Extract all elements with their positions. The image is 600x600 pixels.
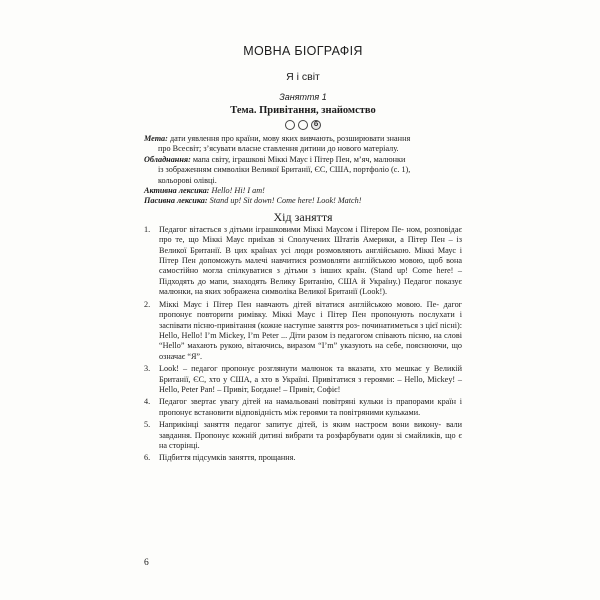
equipment-line (144, 155, 462, 165)
marked-circle-icon: б (311, 120, 321, 130)
step-item (144, 300, 462, 362)
active-vocab-text: Hello! Hi! I am! (209, 186, 265, 196)
step-line: Америки, а Пітер Пен – із Великої Британії. В цих країнах усі люди (159, 235, 462, 255)
empty-circle-icon (285, 120, 295, 130)
step-line: навчитися розмовляти англійською мовою, щоб вона самостійно могла (159, 256, 463, 276)
page-number: 6 (144, 558, 149, 568)
step-line: Великій Британії, ЄС, хто у США, а хто в Україні. Привітатися з героями: (159, 364, 463, 384)
difficulty-circles (144, 118, 462, 131)
step-item (144, 397, 462, 418)
step-number: 4. (144, 397, 151, 407)
equipment-text-1: мапа світу, іграшкові Міккі Маус і Пітер Пен, м’яч, малюнки (190, 154, 406, 164)
step-line: Look! – педагог пропонує розглянути малюнок та вказати, хто мешкає у (159, 364, 430, 374)
step-text (159, 300, 462, 362)
step-line: спілкуватися з дітьми з інших країн. (Stand up! Come here! – Підходять (159, 266, 463, 286)
step-line: Наприкінці заняття педагог запитує дітей, із яким настроєм вони викону- (159, 420, 442, 430)
section-title: Хід заняття (273, 209, 333, 224)
goal-text-2: про Всесвіт; з’ясувати власне ставлення дитини до нового матеріалу. (158, 144, 399, 154)
step-item (144, 453, 462, 463)
step-text (159, 397, 462, 418)
step-line: – Hello, Mickey! – Hello, Peter Pan! – Привіт, Богдане! – Привіт, Софіє! (159, 374, 463, 394)
step-line: починатиметься з цієї пісні): Hello, Hello! I’m Mickey, I’m Peter ... Діти (159, 320, 463, 340)
step-line: кульками. (385, 407, 421, 417)
goal-label: Мета: (144, 134, 168, 143)
page-header: МОВНА БІОГРАФІЯ (243, 44, 363, 58)
step-item (144, 364, 462, 395)
page-content (144, 44, 462, 466)
step-line: послухати і заспівати пісню-привітання (кожне наступне заняття роз- (159, 310, 462, 330)
passive-vocab-line (144, 196, 462, 206)
active-vocab-line (144, 186, 462, 196)
passive-vocab-label: Пасивна лексика: (144, 196, 208, 206)
active-vocab-label: Активна лексика: (144, 186, 210, 196)
step-text (159, 364, 462, 395)
chapter-subtitle: Я і світ (286, 71, 320, 83)
step-text (159, 225, 462, 298)
step-line: малюнки, на яких зображена символіка Великої Британії (Look!). (159, 287, 388, 297)
step-number: 5. (144, 420, 151, 430)
step-text (159, 420, 462, 451)
step-line: Педагог звертає увагу дітей на намальовані повітряні кульки із прапорами (159, 397, 434, 407)
equipment-label: Обладнання: (144, 154, 191, 164)
lesson-topic: Тема. Привітання, знайомство (230, 105, 376, 116)
step-line: ном, розповідає про те, що Міккі Маус приїхав зі Сполучених Штатів (159, 224, 462, 245)
step-line: розмовляють англійською. Міккі Маус і Пітер Пен допоможуть малечі (159, 245, 463, 266)
step-number: 1. (144, 224, 151, 234)
step-line: вітаючись, виразом “I’m” указують на себе, пояснюючи, що означає “Я”. (159, 341, 463, 361)
equipment-text-2: із зображенням символіки Великої Британії, ЄС, США, портфоліо (с. 1), (158, 165, 411, 175)
step-line: вали завдання. Пропонує кожній дитині вибрати та розфарбувати один зі (159, 420, 462, 440)
step-number: 6. (144, 453, 151, 463)
empty-circle-icon (298, 120, 308, 130)
step-line: Міккі Маус і Пітер Пен навчають дітей вітатися англійською мовою. Пе- (159, 299, 439, 309)
step-line: Педагог вітається з дітьми іграшковими Міккі Маусом і Пітером Пе- (159, 224, 404, 234)
goal-line (144, 134, 462, 144)
step-number: 2. (144, 299, 151, 309)
step-line: разом із педагогом співають пісню, на слові “Hello” махають рукою, (159, 330, 463, 351)
lesson-number: Заняття 1 (279, 92, 327, 102)
step-text (159, 453, 462, 463)
step-item (144, 420, 462, 451)
step-item (144, 225, 462, 298)
step-line: смайликів, що є на сторінці. (159, 430, 462, 450)
equipment-text-3: кольорові олівці. (158, 175, 217, 185)
passive-vocab-text: Stand up! Sit down! Come here! Look! Match! (207, 196, 362, 206)
lesson-meta (144, 134, 462, 207)
lesson-steps (144, 225, 462, 464)
step-number: 3. (144, 364, 151, 374)
step-line: до мапи, знаходять Велику Британію, США й Україну.) Педагог показує (197, 276, 463, 286)
step-line: країн і пропонує встановити відповідність між героями та повітряними (159, 397, 463, 417)
step-line: Підбиття підсумків заняття, прощання. (159, 453, 296, 463)
step-line: дагог пропонує повторити римівку. Міккі Маус і Пітер Пен пропонують (159, 299, 463, 320)
goal-text-1: дати уявлення про країни, мову яких вивчають, розширювати знання (167, 134, 411, 143)
